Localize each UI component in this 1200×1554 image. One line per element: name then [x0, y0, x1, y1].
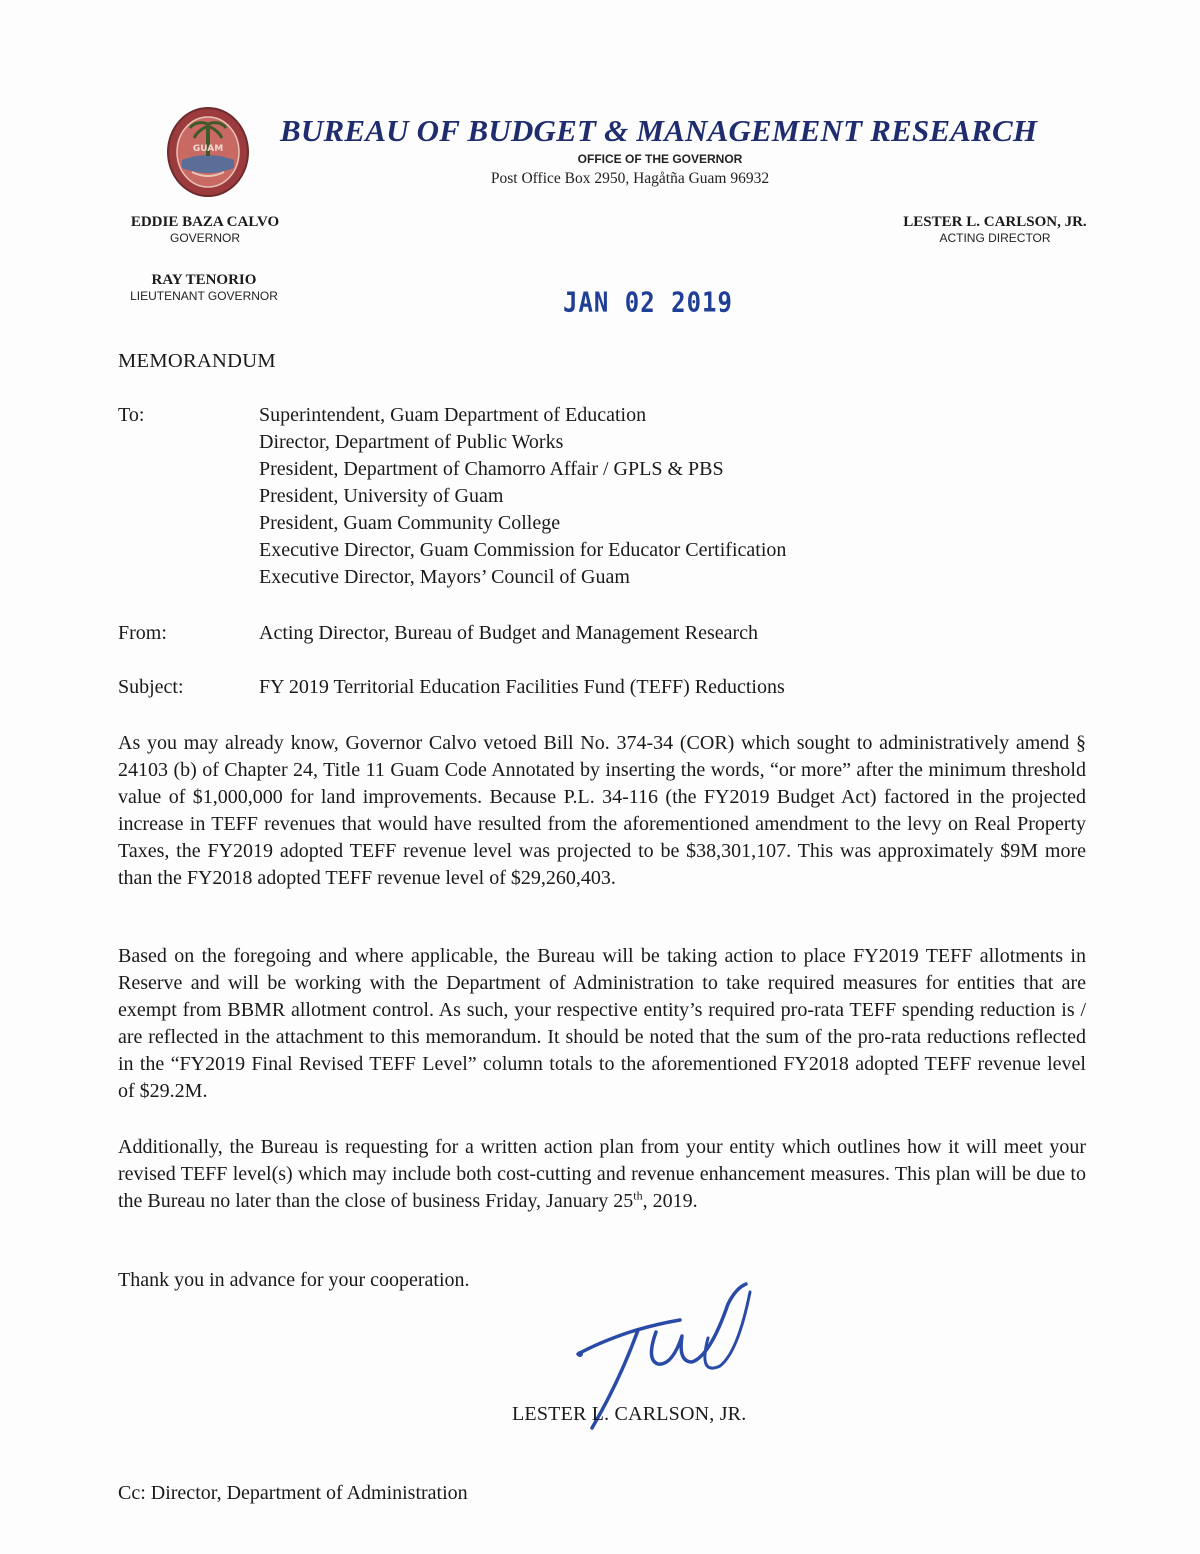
recipient-item: Superintendent, Guam Department of Education [259, 404, 647, 426]
director-block [875, 214, 1115, 245]
date-stamp: JAN 02 2019 [563, 286, 733, 319]
ordinal-suffix: th [633, 1188, 643, 1203]
governor-title: GOVERNOR [169, 231, 240, 245]
closing-line: Thank you in advance for your cooperation. [118, 1269, 470, 1291]
director-title: ACTING DIRECTOR [939, 231, 1051, 245]
body-paragraph-2: Based on the foregoing and where applicable, the Bureau will be taking action to place FY2019 TEFF allotments in Reserve and will be working with the Department of Administration to take required measures for entities that are exempt from BBMR allotment control. As such, your respective entity’s required pro-rata TEFF spending reduction is / are reflected in the attachment to this memorandum. It should be noted that the sum of the pro-rata reductions reflected in the “FY2019 Final Revised TEFF Level” column totals to the aforementioned FY2018 adopted TEFF revenue level of $29.2M. [118, 945, 1086, 1102]
recipient-item: President, University of Guam [259, 485, 504, 507]
body-paragraph-1: As you may already know, Governor Calvo vetoed Bill No. 374-34 (COR) which sought to administratively amend § 24103 (b) of Chapter 24, Title 11 Guam Code Annotated by inserting the words, “or more” after the minimum threshold value of $1,000,000 for land improvements. Because P.L. 34-116 (the FY2019 Budget Act) factored in the projected increase in TEFF revenues that would have resulted from the aforementioned amendment to the levy on Real Property Taxes, the FY2019 adopted TEFF revenue level was projected to be $38,301,107. This was approximately $9M more than the FY2018 adopted TEFF revenue level of $29,260,403. [118, 732, 1086, 889]
office-of-governor: OFFICE OF THE GOVERNOR [577, 152, 743, 166]
director-name: LESTER L. CARLSON, JR. [903, 214, 1087, 230]
guam-seal-icon [166, 106, 250, 198]
from-value: Acting Director, Bureau of Budget and Management Research [259, 622, 759, 644]
bureau-title: BUREAU OF BUDGET & MANAGEMENT RESEARCH [280, 113, 1038, 148]
lt-governor-name: RAY TENORIO [151, 272, 257, 288]
subject-value: FY 2019 Territorial Education Facilities Fund (TEFF) Reductions [259, 676, 785, 698]
recipient-item: Executive Director, Guam Commission for Educator Certification [259, 539, 787, 561]
subject-label: Subject: [118, 676, 184, 698]
paragraph-3-end: , 2019. [642, 1190, 698, 1212]
cc-line: Cc: Director, Department of Administration [118, 1482, 468, 1504]
memo-heading: MEMORANDUM [118, 350, 276, 372]
recipient-item: President, Guam Community College [259, 512, 561, 534]
governor-name: EDDIE BAZA CALVO [130, 214, 280, 230]
from-label: From: [118, 622, 167, 644]
signer-name: LESTER L. CARLSON, JR. [512, 1403, 747, 1425]
paragraph-3-main: Additionally, the Bureau is requesting for a written action plan from your entity which outlines how it will meet your revised TEFF level(s) which may include both cost-cutting and revenue enhancement measures. This plan will be due to the Bureau no later than the close of business Friday, January 25 [118, 1136, 1086, 1212]
mailing-address: Post Office Box 2950, Hagåtña Guam 96932 [490, 170, 770, 187]
recipient-item: Director, Department of Public Works [259, 431, 564, 453]
governor-block [110, 214, 300, 245]
recipient-list [259, 402, 786, 591]
recipient-item: President, Department of Chamorro Affair / GPLS & PBS [259, 458, 724, 480]
lt-governor-block [104, 272, 304, 303]
lt-governor-title: LIEUTENANT GOVERNOR [130, 289, 278, 303]
recipient-item: Executive Director, Mayors’ Council of Guam [259, 566, 630, 588]
body-paragraph-3 [118, 1134, 1086, 1215]
to-label: To: [118, 404, 145, 426]
seal-label: GUAM [192, 144, 224, 154]
